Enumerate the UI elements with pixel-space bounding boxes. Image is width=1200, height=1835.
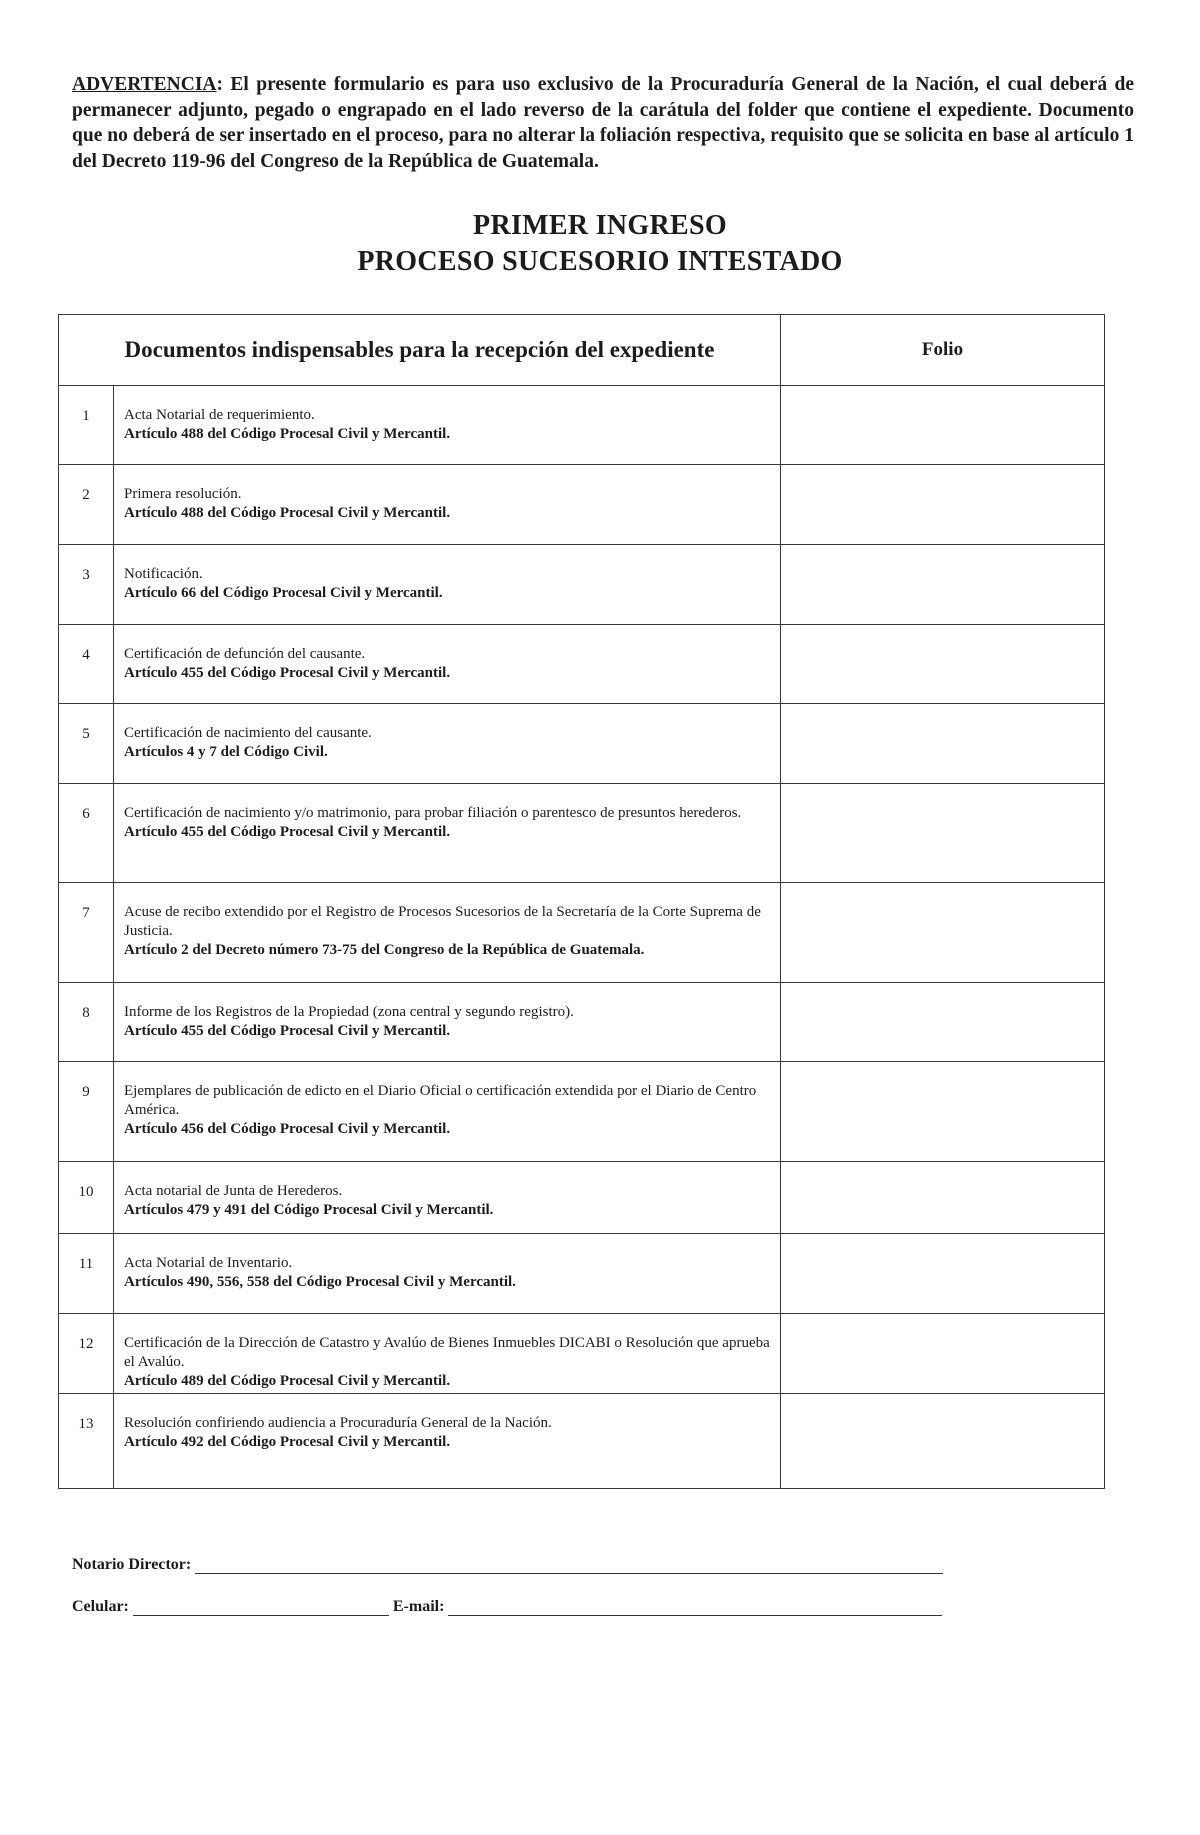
row-description [114,1394,781,1489]
table-row [59,784,1105,883]
row-description [114,625,781,704]
table-row [59,545,1105,625]
table-body [59,386,1105,1489]
legal-article: Artículo 488 del Código Procesal Civil y Mercantil. [124,426,451,442]
legal-article: Artículo 489 del Código Procesal Civil y Mercantil. [124,1373,451,1389]
legal-article: Artículo 455 del Código Procesal Civil y Mercantil. [124,1023,451,1039]
table-row [59,1162,1105,1234]
folio-input-cell[interactable] [781,1394,1105,1489]
row-number: 7 [59,883,114,983]
table-row [59,625,1105,704]
folio-input-cell[interactable] [781,1062,1105,1162]
row-number: 13 [59,1394,114,1489]
header-folio: Folio [781,315,1105,386]
row-number: 2 [59,465,114,545]
table-row [59,1234,1105,1314]
table-row [59,465,1105,545]
form-title [0,208,1200,280]
folio-input-cell[interactable] [781,545,1105,625]
legal-article: Artículos 490, 556, 558 del Código Procesal Civil y Mercantil. [124,1274,516,1290]
row-number: 9 [59,1062,114,1162]
document-name: Certificación de defunción del causante. [124,646,366,662]
row-number: 11 [59,1234,114,1314]
legal-article: Artículo 66 del Código Procesal Civil y Mercantil. [124,585,443,601]
legal-article: Artículo 2 del Decreto número 73-75 del Congreso de la República de Guatemala. [124,942,645,958]
row-number: 6 [59,784,114,883]
folio-input-cell[interactable] [781,386,1105,465]
title-line-1: PRIMER INGRESO [473,210,727,241]
document-name: Informe de los Registros de la Propiedad (zona central y segundo registro). [124,1004,574,1020]
row-description [114,545,781,625]
notario-director-field [72,1556,943,1574]
document-name: Acuse de recibo extendido por el Registro de Procesos Sucesorios de la Secretaría de la Corte Suprema de Justicia. [124,904,761,939]
table-row [59,704,1105,784]
table-row [59,1394,1105,1489]
folio-input-cell[interactable] [781,883,1105,983]
title-line-2: PROCESO SUCESORIO INTESTADO [357,246,843,277]
folio-input-cell[interactable] [781,784,1105,883]
legal-article: Artículo 456 del Código Procesal Civil y Mercantil. [124,1121,451,1137]
row-description [114,465,781,545]
document-name: Primera resolución. [124,486,242,502]
table-row [59,386,1105,465]
row-description [114,883,781,983]
document-name: Certificación de nacimiento y/o matrimonio, para probar filiación o parentesco de presuntos herederos. [124,805,742,821]
folio-input-cell[interactable] [781,1234,1105,1314]
table-row [59,883,1105,983]
warning-label: ADVERTENCIA [72,74,217,95]
row-number: 4 [59,625,114,704]
document-name: Acta Notarial de Inventario. [124,1255,293,1271]
document-name: Ejemplares de publicación de edicto en el Diario Oficial o certificación extendida por el Diario de Centro América. [124,1083,757,1118]
legal-article: Artículo 455 del Código Procesal Civil y Mercantil. [124,665,451,681]
document-name: Certificación de nacimiento del causante. [124,725,372,741]
warning-text: : El presente formulario es para uso exclusivo de la Procuraduría General de la Nación, el cual deberá de permanecer adjunto, pegado o engrapado en el lado reverso de la carátula del folder que contiene el expediente. Documento que no deberá de ser insertado en el proceso, para no alterar la foliación respectiva, requisito que se solicita en base al artículo 1 del Decreto 119-96 del Congreso de la República de Guatemala. [72,74,1134,172]
notario-director-label: Notario Director: [72,1556,192,1573]
row-description [114,784,781,883]
folio-input-cell[interactable] [781,704,1105,784]
folio-input-cell[interactable] [781,983,1105,1062]
legal-article: Artículos 479 y 491 del Código Procesal Civil y Mercantil. [124,1202,494,1218]
header-documents: Documentos indispensables para la recepción del expediente [59,315,781,386]
legal-article: Artículo 488 del Código Procesal Civil y Mercantil. [124,505,451,521]
row-description [114,1314,781,1394]
contact-fields [72,1598,942,1616]
row-description [114,983,781,1062]
celular-line[interactable] [133,1615,389,1616]
folio-input-cell[interactable] [781,625,1105,704]
row-number: 10 [59,1162,114,1234]
row-description [114,1162,781,1234]
document-name: Acta Notarial de requerimiento. [124,407,315,423]
document-name: Resolución confiriendo audiencia a Procuraduría General de la Nación. [124,1415,552,1431]
folio-input-cell[interactable] [781,1162,1105,1234]
row-description [114,1234,781,1314]
row-description [114,704,781,784]
table-row [59,1314,1105,1394]
table-row [59,1062,1105,1162]
notario-director-line[interactable] [195,1573,943,1574]
warning-paragraph [72,72,1134,174]
row-description [114,386,781,465]
legal-article: Artículo 455 del Código Procesal Civil y Mercantil. [124,824,451,840]
legal-article: Artículo 492 del Código Procesal Civil y Mercantil. [124,1434,451,1450]
folio-input-cell[interactable] [781,465,1105,545]
document-name: Acta notarial de Junta de Herederos. [124,1183,343,1199]
row-number: 3 [59,545,114,625]
legal-article: Artículos 4 y 7 del Código Civil. [124,744,328,760]
email-line[interactable] [448,1615,942,1616]
document-name: Notificación. [124,566,203,582]
row-number: 5 [59,704,114,784]
table-header-row [59,315,1105,386]
row-number: 1 [59,386,114,465]
documents-table [58,314,1105,1489]
table-row [59,983,1105,1062]
folio-input-cell[interactable] [781,1314,1105,1394]
celular-label: Celular: [72,1598,129,1615]
row-number: 12 [59,1314,114,1394]
row-description [114,1062,781,1162]
document-name: Certificación de la Dirección de Catastro y Avalúo de Bienes Inmuebles DICABI o Resolución que aprueba el Avalúo. [124,1335,770,1370]
row-number: 8 [59,983,114,1062]
email-label: E-mail: [392,1598,445,1615]
